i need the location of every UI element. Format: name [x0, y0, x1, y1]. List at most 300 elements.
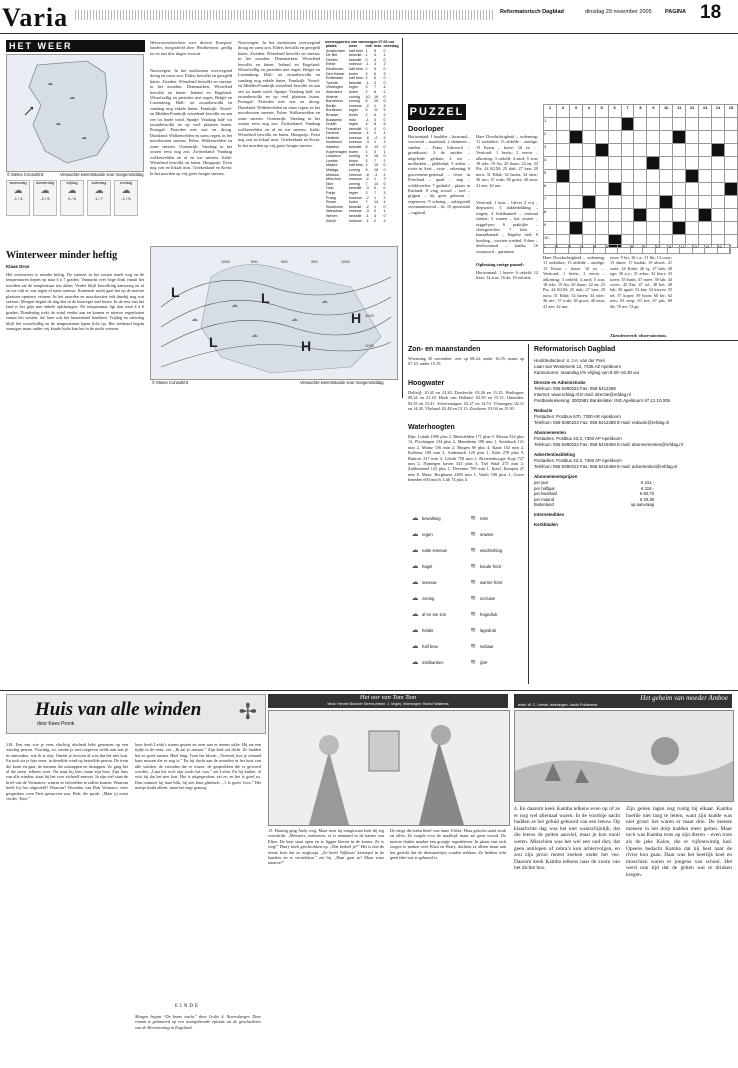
grid-cell[interactable] [647, 144, 660, 157]
table-cell: -2 [365, 177, 369, 182]
legend-label: zonnig [422, 596, 435, 601]
grid-cell[interactable] [686, 170, 699, 183]
small-map-credit: © Meteo Consult/rd [7, 172, 44, 177]
grid-cell[interactable] [712, 209, 725, 222]
grid-cell[interactable] [569, 170, 582, 183]
table-cell: 3 [383, 218, 386, 223]
table-cell: half bew. [348, 163, 364, 168]
grid-cell[interactable] [712, 118, 725, 131]
table-cell: 2 [383, 112, 386, 117]
table-cell: sneeuw [348, 62, 362, 67]
grid-cell[interactable] [634, 157, 647, 170]
solution-cell[interactable]: 3 [569, 245, 581, 253]
table-cell: 7 [374, 85, 377, 90]
grid-cell[interactable]: 5 [544, 170, 557, 183]
table-cell: 4 [374, 57, 377, 62]
solution-cell[interactable]: 7 [618, 245, 630, 253]
table-cell: Genève [326, 131, 339, 136]
grid-cell[interactable]: 1 [544, 118, 557, 131]
grid-cell[interactable] [725, 144, 738, 157]
grid-cell[interactable] [699, 183, 712, 196]
grid-cell[interactable] [569, 183, 582, 196]
weather-headline: Winterweer minder heftig [6, 250, 118, 261]
grid-cell[interactable]: 4 [544, 157, 557, 170]
grid-cell[interactable] [621, 118, 634, 131]
grid-cell[interactable] [595, 222, 608, 235]
table-cell: regen [348, 122, 359, 127]
solution-cell[interactable]: 1 [544, 245, 556, 253]
table-cell: 0 [383, 76, 386, 81]
grid-cell[interactable] [634, 144, 647, 157]
grid-cell[interactable] [608, 157, 621, 170]
table-cell: 5 [374, 48, 377, 53]
grid-cell[interactable] [595, 157, 608, 170]
grid-cell[interactable] [712, 170, 725, 183]
isobar-label: 980 [281, 259, 288, 264]
grid-cell[interactable]: 10 [544, 235, 557, 248]
grid-cell[interactable] [660, 157, 673, 170]
table-cell: bewolkt [348, 145, 362, 150]
table-cell: 3 [383, 71, 386, 76]
table-cell: -1 [365, 131, 369, 136]
table-cell: 3 [374, 80, 377, 85]
forecast-day-name: zaterdag [91, 181, 107, 185]
grid-cell[interactable] [608, 118, 621, 131]
table-cell: 0 [383, 99, 386, 104]
comic-tom-illustration [268, 710, 510, 826]
comic-amboe-header [514, 694, 732, 708]
grid-cell[interactable] [660, 144, 673, 157]
table-cell: Oslo [326, 186, 334, 191]
solution-cell[interactable]: 4 [581, 245, 593, 253]
grid-cell[interactable] [660, 222, 673, 235]
high-water-text: Delfzijl: 10.45 en 23.20. Dordrecht: 03.26 en 15.25. Harlingen: 08.34 en 21.18. Hoek van Holland: 02.59 en 15.15. IJmuiden: 02.55 en 15.41. Scheveningen: 02.27 en 14.53. Vlissingen: 02.11 en 14.30. Vlieland: 02.48 en 15.13. Zierikzee: 03.04 en 15.30. [408, 390, 524, 412]
pressure-high-label: H [301, 338, 312, 354]
grid-cell[interactable]: 6 [544, 183, 557, 196]
grid-cell[interactable] [634, 196, 647, 209]
legend-item [466, 656, 522, 670]
grid-cell[interactable] [608, 196, 621, 209]
table-cell: Barcelona [326, 99, 343, 104]
colophon-line: Postbankrekening: 3002981 Bankrelatie: ING Apeldoorn 67.21.10.005 [534, 398, 670, 403]
grid-cell[interactable]: 7 [544, 196, 557, 209]
legend-label: lagedruk [480, 628, 497, 633]
table-cell: Madrid [326, 163, 338, 168]
grid-cell[interactable] [569, 209, 582, 222]
table-cell: buien [348, 112, 358, 117]
grid-cell[interactable] [699, 209, 712, 222]
cloud-icon: ☁ [94, 185, 104, 195]
grid-cell[interactable] [621, 144, 634, 157]
grid-cell[interactable] [725, 118, 738, 131]
grid-cell[interactable] [699, 144, 712, 157]
table-cell: 3 [383, 177, 386, 182]
grid-cell[interactable] [595, 196, 608, 209]
grid-cell[interactable] [686, 131, 699, 144]
table-cell: Eindhoven [326, 66, 344, 71]
table-cell: Vlissingen [326, 85, 343, 90]
grid-cell[interactable] [686, 209, 699, 222]
grid-cell[interactable] [556, 209, 569, 222]
grid-cell[interactable] [569, 157, 582, 170]
legend-item [408, 592, 464, 606]
comic-amboe-drawing [515, 711, 733, 801]
legend-label: warme front [480, 580, 503, 585]
grid-column-number: 1 [544, 105, 557, 118]
grid-cell[interactable] [634, 131, 647, 144]
grid-cell[interactable] [725, 170, 738, 183]
grid-cell[interactable] [556, 131, 569, 144]
grid-column-number: 6 [608, 105, 621, 118]
page-number: 18 [700, 2, 722, 23]
grid-cell[interactable]: 9 [544, 222, 557, 235]
table-cell: 2 [383, 89, 386, 94]
grid-cell[interactable] [621, 196, 634, 209]
legend-symbol-icon: ☁ [411, 547, 419, 554]
grid-cell[interactable] [608, 209, 621, 222]
grid-cell[interactable] [582, 131, 595, 144]
grid-cell[interactable] [725, 209, 738, 222]
table-cell: 6 [374, 112, 377, 117]
table-cell: 0 [383, 94, 386, 99]
grid-cell[interactable] [582, 157, 595, 170]
puzzle-banner: PUZZEL [409, 106, 465, 118]
grid-cell[interactable] [699, 196, 712, 209]
grid-cell[interactable] [634, 222, 647, 235]
forecast-high: 7 [100, 196, 103, 201]
legend-symbol-icon: ☁ [411, 563, 419, 570]
grid-cell[interactable] [673, 157, 686, 170]
grid-cell[interactable] [686, 144, 699, 157]
weather-body: Het winterweer is minder heftig. De sneeuw in het oosten smelt weg en de temperaturen liepen op naar 6 à 7 graden. Vannacht over hoge druk vanuit het noorden zal de temperatuur iets dalen. Verder blijft bewolking aanwezig en af en toe valt er wat regen of natte sneeuw. Komende nacht gaat het op de meeste plaatsen opnieuw vriezen. In het noorden en noordoosten valt daarbij nog wat sneeuw. Morgen begint de dag dus in de kustregio met buien. In de rest van het land is het grijs met enkele opklaringen. De temperatuur ligt dan rond 4 à 6 graden. Donderdag trekt de wind verder aan en komen er nieuwe regenbuien vanuit het westen, die later ook het binnenland bereiken. Vrijdag en zaterdag blijft het wisselvallig en de temperaturen lopen licht op. Het weekend begint zonniger, maar onder vrij koude lucht kan het in de nacht vriezen. [6, 272, 144, 332]
grid-cell[interactable] [660, 170, 673, 183]
grid-cell[interactable] [556, 144, 569, 157]
grid-cell[interactable] [569, 118, 582, 131]
table-cell: sneeuw [348, 131, 362, 136]
grid-cell[interactable] [673, 170, 686, 183]
comic-tom-header [268, 694, 508, 708]
colophon-line: Kerkbladen [534, 521, 558, 527]
grid-cell[interactable] [647, 196, 660, 209]
grid-cell[interactable]: 3 [544, 144, 557, 157]
solution-cell[interactable]: 8 [631, 245, 643, 253]
colophon-title: Reformatorisch Dagblad [534, 346, 616, 353]
grid-cell[interactable] [582, 118, 595, 131]
table-header-cell: max [374, 44, 382, 48]
table-cell: 0 [383, 213, 386, 218]
grid-cell[interactable] [673, 222, 686, 235]
grid-cell[interactable] [673, 144, 686, 157]
table-cell: zonnig [348, 168, 360, 173]
solution-cell[interactable]: 5 [594, 245, 606, 253]
grid-cell[interactable] [699, 118, 712, 131]
grid-cell[interactable] [595, 209, 608, 222]
solution-cell[interactable]: 9 [643, 245, 655, 253]
grid-cell[interactable] [660, 196, 673, 209]
colophon-divider [528, 344, 529, 684]
table-cell: 2 [383, 158, 386, 163]
table-cell: 3 [365, 71, 368, 76]
grid-cell[interactable] [569, 222, 582, 235]
windmill-icon: ✢ [238, 699, 257, 724]
table-cell: -5 [365, 135, 369, 140]
table-cell: 3 [383, 191, 386, 195]
grid-cell[interactable] [582, 222, 595, 235]
grid-cell[interactable] [660, 209, 673, 222]
table-row [325, 219, 400, 224]
table-cell: 3 [383, 140, 386, 145]
table-cell: 2 [383, 62, 386, 67]
table-cell: 3 [365, 158, 368, 163]
isobar-label: 1030 [365, 343, 374, 348]
forecast-low: 1 [95, 196, 98, 201]
grid-cell[interactable] [647, 209, 660, 222]
grid-cell[interactable] [699, 157, 712, 170]
issue-date: dinsdag 29 november 2005 [585, 9, 652, 15]
table-cell: 0 [383, 168, 386, 173]
forecast-high: 5 [128, 196, 131, 201]
puzzle-subtitle: Doorloper [408, 124, 444, 133]
table-cell: half bew. [348, 48, 364, 53]
grid-cell[interactable] [621, 222, 634, 235]
grid-cell[interactable] [634, 183, 647, 196]
grid-cell[interactable] [582, 144, 595, 157]
grid-cell[interactable] [660, 118, 673, 131]
grid-cell[interactable] [673, 118, 686, 131]
table-header-cell: neerslag [383, 44, 399, 48]
grid-cell[interactable] [647, 222, 660, 235]
grid-cell[interactable] [712, 183, 725, 196]
table-cell: 0 [365, 126, 368, 131]
grid-cell[interactable] [686, 183, 699, 196]
grid-cell[interactable] [608, 144, 621, 157]
grid-cell[interactable] [673, 196, 686, 209]
table-cell: 4 [374, 53, 377, 58]
colophon-line: Telefoon: 055-5390222 Fax: 055-5412288 E-mail: redactie@refdag.nl [534, 420, 670, 425]
grid-cell[interactable] [660, 131, 673, 144]
weather-byline: Klaas Dros [6, 264, 30, 269]
table-cell: 16 [374, 94, 379, 99]
grid-cell[interactable] [569, 196, 582, 209]
grid-cell[interactable] [647, 157, 660, 170]
grid-cell[interactable] [556, 170, 569, 183]
grid-cell[interactable] [712, 196, 725, 209]
grid-cell[interactable] [673, 183, 686, 196]
cloud-icon: ☁ [13, 185, 23, 195]
forecast-day: vrijdag ☁ 0 / 6 [60, 180, 84, 216]
grid-cell[interactable] [712, 222, 725, 235]
grid-cell[interactable] [725, 131, 738, 144]
grid-cell[interactable] [582, 183, 595, 196]
colophon-line: Redactie [534, 408, 553, 413]
table-cell: zonnig [348, 94, 360, 99]
legend-label: natte sneeuw [422, 548, 447, 553]
grid-cell[interactable] [686, 157, 699, 170]
grid-cell[interactable] [686, 196, 699, 209]
table-cell: 8 [365, 99, 368, 104]
forecast-low: -2 [40, 196, 44, 201]
grid-cell[interactable] [673, 209, 686, 222]
table-cell: 5 [383, 108, 386, 113]
story-banner [6, 694, 266, 734]
grid-cell[interactable] [699, 131, 712, 144]
comic-tom-col1: 15. Haastig ging Andy weg. Maar toen hij terugkwam leek hij erg verschrikt. „Meesters, meesteres, er is niemand in de kamer van Eliza. De kast staat open en er liggen kleren in de kamer. Ze is weg!” Harry keek geschrokken op. „Wat bedoel je?” Het is niet de eerste keer dat ze wegloopt. „Ze heeft Nijkhuis’ kerstspel in de handtas en is vertrokken,” zei hij. „Daar gaat ze! Maar waar naartoe?” [268, 828, 384, 866]
grid-cell[interactable] [634, 209, 647, 222]
solution-cell[interactable]: 15 [718, 245, 730, 253]
forecast-day-name: vrijdag [66, 181, 78, 185]
table-cell: 18 [374, 168, 379, 173]
table-cell: Moskou [326, 172, 339, 177]
isobar-label: 1020 [365, 313, 374, 318]
table-cell: buien [348, 149, 358, 154]
grid-cell[interactable] [621, 170, 634, 183]
table-cell: bewolkt [348, 80, 362, 85]
table-cell: Frankfurt [326, 126, 341, 131]
legend-item [408, 528, 464, 542]
grid-cell[interactable] [647, 170, 660, 183]
grid-cell[interactable] [595, 131, 608, 144]
legend-label: bewolking [422, 516, 441, 521]
europe-pressure-map [151, 247, 397, 379]
grid-cell[interactable] [699, 222, 712, 235]
grid-cell[interactable] [647, 118, 660, 131]
legend-symbol-icon: ≋ [470, 627, 476, 634]
grid-cell[interactable] [556, 118, 569, 131]
grid-cell[interactable] [712, 131, 725, 144]
legend-label: hogedruk [480, 612, 498, 617]
puzzle-grid [543, 104, 738, 248]
grid-cell[interactable] [569, 144, 582, 157]
forecast-day-name: donderdag [35, 181, 55, 185]
colophon-line: Telefoon: 055-5390222 Fax: 055-5412288 [534, 386, 616, 391]
forecast-day: donderdag ☁ -2 / 5 [33, 180, 57, 216]
grid-cell[interactable] [634, 170, 647, 183]
table-cell: 7 [374, 191, 377, 195]
grid-cell[interactable] [647, 131, 660, 144]
table-cell: 11 [374, 108, 378, 113]
forecast-day-name: zondag [119, 181, 133, 185]
grid-cell[interactable] [621, 131, 634, 144]
grid-column-number: 8 [634, 105, 647, 118]
solution-cell[interactable]: 6 [606, 245, 618, 253]
solution-cell[interactable]: 12 [680, 245, 692, 253]
cloud-icon: ☁ [121, 185, 131, 195]
table-cell: -1 [365, 218, 369, 223]
table-cell: 10 [365, 94, 370, 99]
grid-cell[interactable] [725, 183, 738, 196]
grid-cell[interactable] [647, 183, 660, 196]
grid-cell[interactable] [712, 144, 725, 157]
grid-cell[interactable] [725, 222, 738, 235]
grid-cell[interactable] [621, 183, 634, 196]
grid-column-number: 5 [595, 105, 608, 118]
grid-cell[interactable] [725, 157, 738, 170]
grid-cell[interactable] [712, 157, 725, 170]
comic-amboe-credit: tekst: W. C. Ueede, tekeningen: Jacob Poldersma [518, 703, 598, 707]
table-cell: bewolkt [348, 213, 362, 218]
grid-cell[interactable] [556, 183, 569, 196]
table-cell: 6 [374, 89, 377, 94]
solution-cell[interactable]: 2 [556, 245, 568, 253]
colophon-line: Telefoon: 055-5390222 Fax: 055-5416468 E-mail: advertenties@refdag.nl [534, 464, 678, 469]
solution-cell[interactable]: 13 [693, 245, 705, 253]
grid-cell[interactable] [582, 209, 595, 222]
isobar-label: 990 [251, 259, 258, 264]
table-cell: Parijs [326, 191, 336, 195]
table-cell: 4 [374, 126, 377, 131]
grid-cell[interactable] [608, 131, 621, 144]
grid-cell[interactable] [660, 183, 673, 196]
grid-cell[interactable] [621, 157, 634, 170]
colophon-line: Internet: www.refdag.nl E-mail: directie@refdag.nl [534, 392, 631, 397]
grid-cell[interactable] [673, 131, 686, 144]
table-cell: Bordeaux [326, 108, 342, 113]
svg-text:☁: ☁ [55, 121, 61, 127]
grid-cell[interactable] [595, 144, 608, 157]
grid-cell[interactable] [608, 222, 621, 235]
grid-cell[interactable] [582, 170, 595, 183]
grid-cell[interactable] [595, 170, 608, 183]
table-cell: buien [348, 89, 358, 94]
table-header-cell: plaats [326, 44, 337, 48]
solution-cell[interactable]: 14 [705, 245, 717, 253]
grid-cell[interactable]: 2 [544, 131, 557, 144]
table-cell: Amsterdam [326, 48, 345, 53]
grid-cell[interactable] [725, 196, 738, 209]
colophon-line: Hoofdredacteur: ir. J.A. van der Poel [534, 358, 605, 363]
solution-cell[interactable]: 10 [656, 245, 668, 253]
grid-cell[interactable] [686, 118, 699, 131]
table-cell: Istanbul [326, 145, 339, 150]
grid-cell[interactable] [608, 183, 621, 196]
weather-banner: HET WEER [6, 40, 145, 52]
story-byline: door Kees Pronk [37, 721, 75, 727]
grid-cell[interactable] [608, 170, 621, 183]
puzzle-solution-col3: error; 9 bri; 10 c.a.; 11 lhi; 13 roser; 15 damr; 17 kaduk; 19 abwet; 21 oude; 24 Kobe; 26 iq; 27 bah; 28 ege; 30 a.o.; 31 erker; 32 biert; 33 toren; 35 Ismit; 37 mree; 39 lak; 44 cover; 45 Ein; 47 tol; 48 het; 49 lalt; 50 sgaal; 52 kin; 54 kiever; 55 tel; 57 koper; 59 hoon; 60 bir; 62 rees; 63 zeep; 65 zee; 67 piit; 68 ilk; 70 mi; 72 ge. [610, 255, 672, 309]
grid-cell[interactable] [556, 157, 569, 170]
table-cell: Budapest [326, 117, 342, 122]
grid-cell[interactable] [569, 131, 582, 144]
solution-cell[interactable]: 11 [668, 245, 680, 253]
europe-forecast-col1: Noorwegen: In het zuidoosten overwegend droog en soms zon. Elders bewolkt en geregeld buien. Zweden: Wisselend bewolkt en sneeuw in het noorden. Denemarken: Wisselend bewolkt en buien. Ierland en Engeland: Wisselvallig en perioden met regen. België en Luxemburg: Half- tot zwaarbewolkt en vandaag nog enkele buien. Frankrijk: Noord- en Midden-Frankrijk wisselend bewolkt en aan zee tot harde wind. Spanje: Vandaag half- tot zwaarbewolkt en op veel plaatsen buien. Portugal: Perioden met zon en droog. Duitsland: Wolkenvelden en soms regen, in het noordoosten sneeuw. Polen: Wolkenvelden en soms sneeuw. Oostenrijk: Vandaag in het oosten eerst nog zon. Zwitserland: Vandaag wolkenvelden en af en toe sneeuw. Italië: Wisselend bewolkt en buien. Hongarije: Eerst nog zon en lokaal mist. Griekenland en Kreta: In het noorden op vrij grote hoogte sneeuw. [150, 68, 232, 176]
table-cell: Dublin [326, 122, 337, 127]
grid-cell[interactable] [686, 222, 699, 235]
comic-tom-credit: tekst: Henriet Boscher Strens (teken: J. Vegel), tekeningen: Roelof Wattema [327, 702, 449, 706]
story-footnote: Morgen begint “De bonte wacht” door Leslie S. Nuerrsberger. Deze roman is gebaseerd op een waargebeurde episode uit de geschiedenis van de Hernenrning in Engeland. [135, 1014, 261, 1030]
europe-forecast-col2: Noorwegen: In het zuidoosten overwegend droog en soms zon. Elders bewolkt en geregeld buien. Zweden: Wisselend bewolkt en sneeuw in het noorden. Denemarken: Wisselend bewolkt en buien. Ierland en Engeland: Wisselvallig en perioden met regen. België en Luxemburg: Half- tot zwaarbewolkt en vandaag nog enkele buien. Frankrijk: Noord- en Midden-Frankrijk wisselend bewolkt en aan zee tot harde wind. Spanje: Vandaag half- tot zwaarbewolkt en op veel plaatsen buien. Portugal: Perioden met zon en droog. Duitsland: Wolkenvelden en soms regen, in het noordoosten sneeuw. Polen: Wolkenvelden en soms sneeuw. Oostenrijk: Vandaag in het oosten eerst nog zon. Zwitserland: Vandaag wolkenvelden en af en toe sneeuw. Italië: Wisselend bewolkt en buien. Hongarije: Eerst nog zon en lokaal mist. Griekenland en Kreta: In het noorden op vrij grote hoogte sneeuw. [238, 40, 320, 148]
grid-cell[interactable] [595, 118, 608, 131]
grid-cell[interactable] [621, 209, 634, 222]
table-cell: sneeuw [348, 177, 362, 182]
table-cell: 0 [374, 186, 377, 191]
table-cell: -2 [365, 103, 369, 108]
grid-cell[interactable] [699, 170, 712, 183]
table-cell: 4 [383, 131, 386, 136]
grid-cell[interactable] [556, 196, 569, 209]
grid-cell[interactable] [634, 118, 647, 131]
grid-cell[interactable]: 8 [544, 209, 557, 222]
page-label: PAGINA [665, 9, 686, 15]
table-cell: 1 [365, 66, 368, 71]
grid-cell[interactable] [582, 196, 595, 209]
forecast-low: -1 [13, 196, 17, 201]
table-cell: 0 [383, 117, 386, 122]
grid-cell[interactable] [556, 222, 569, 235]
grid-cell[interactable] [595, 183, 608, 196]
price-row: per halfjaar € 118,- [534, 485, 654, 491]
legend-item [466, 512, 522, 526]
table-cell: -1 [365, 117, 369, 122]
